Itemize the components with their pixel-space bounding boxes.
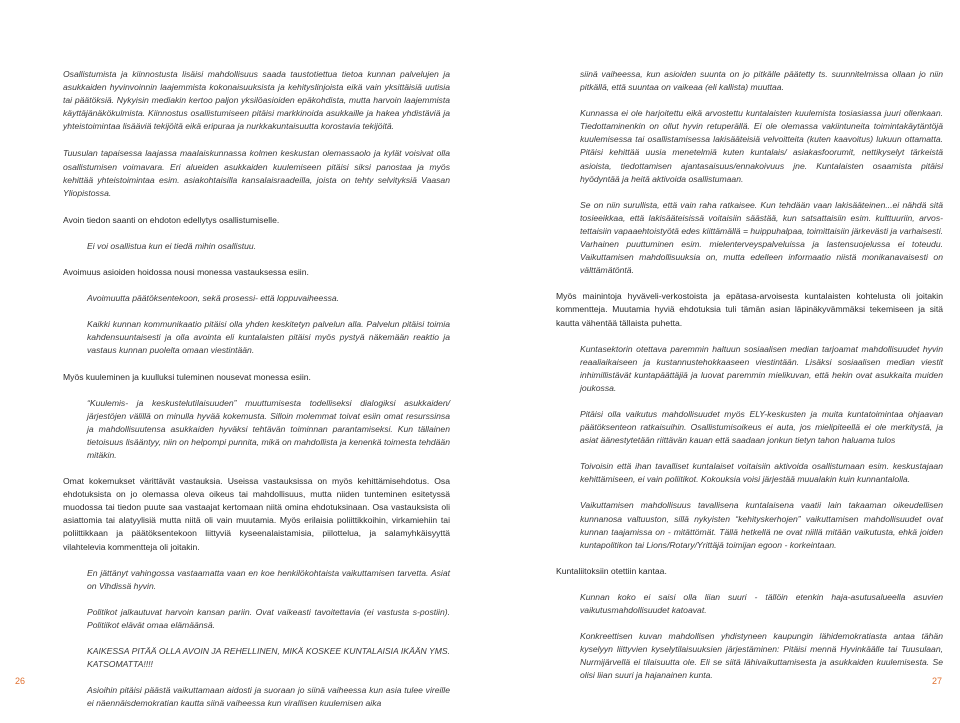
quote-paragraph: Avoimuutta päätöksentekoon, sekä prosessi- että loppuvaiheessa. — [87, 293, 340, 304]
quote-paragraph: Kuntasektorin otettava paremmin haltuun sosiaalisen median tarjoamat mahdollisuudet hyvin reaaliaikaiseen ja kustannustehokkaaseen viestintään. Lisäksi sosiaalisen median viestit inhimillistävät kuntapäättäjiä ja luovat paremmin mielikuvan, että hekin ovat asukkaita muiden joukossa. — [580, 343, 943, 393]
quote-paragraph: Tuusulan tapaisessa laajassa maalaiskunnassa kolmen keskustan olemassaolo ja kylät voisivat olla osallistumisen voimavara. Eri alueiden asukkaiden kuulemiseen pitäisi siksi panostaa ja myös kehittää yhteistoimintaa esim. asiakohtaisilla kansalaisraadeilla, joista on tehty selvityksiä Vaasan Yliopistossa. — [63, 148, 450, 198]
quote-paragraph: Vaikuttamisen mahdollisuus tavallisena kuntalaisena vaatii lain takaaman oikeudellisen kunnanosa valtuuston, sillä nykyisten “kehityskerhojen” vaikuttamisen mahdollisuudet ovat kunnan taajamissa on - mitättömät. Tällä hetkellä ne ovat niillä mitään vaikutusta, ehkä joiden kuntapolitikon tai Lions/Rotary/Yrittäjä toimijan egoon - korkeintaan. — [580, 500, 943, 550]
quote-paragraph: KAIKESSA PITÄÄ OLLA AVOIN JA REHELLINEN, MIKÄ KOSKEE KUNTALAISIA IKÄÄN YMS. KATSOMATTA!!!! — [87, 646, 450, 670]
quote-paragraph: Konkreettisen kuvan mahdollisen yhdistyneen kaupungin lähidemokratiasta antaa tähän kyselyyn liittyvien kyselytilaisuuksien järjestäminen: Pitäisi mennä Hyvinkäälle tai Tuusulaan, Nurmijärvellä ei tilaisuutta ole. Eli se siitä lähivaikuttamisesta ja asukkaiden kuulemisesta. Se olisi liian suuri ja hajanainen kunta. — [580, 631, 943, 681]
quote-paragraph: “Kuulemis- ja keskustelutilaisuuden” muuttumisesta todelliseksi dialogiksi asukkaiden/ järjestöjen välillä on minulla hyvää kokemusta. Silloin molemmat toivat esiin omat resurssinsa ja mahdollisuutensa asukkaiden hyväksi tehtävän toiminnan parantamiseksi. Kun tällainen tietoisuus lisääntyy, niin on helpompi punnita, mikä on mahdollista ja kenenkä toimesta tehdään mitäkin. — [87, 397, 450, 460]
quote-paragraph: Kunnan koko ei saisi olla liian suuri - tällöin etenkin haja-asutusalueella asuvien vaikutusmahdollisuudet katoavat. — [580, 591, 943, 615]
right-page-number: 27 — [932, 676, 943, 686]
quote-paragraph: Osallistumista ja kiinnostusta lisäisi mahdollisuus saada taustotiettua tietoa kunnan palvelujen ja asukkaiden hyvinvoinnin laajemmista kokonaisuuksista ja kehityslinjoista eikä vain yksittäisiä uutisia tai päätöksiä. Nykyisin mediakin kertoo paljon yksilöasioiden epäkohdista, mutta harvoin laajemmista käyttäjänäkökulmista. Kiinnostus osallistumiseen pitäisi markkinoida asukkaille ja hakea yhdistäviä ja yhteistoimintaa lisääviä tekijöitä eikä eripuraa ja nurkkakuntaisuutta korostavia tekijöitä. — [63, 69, 450, 132]
body-paragraph: Avoimuus asioiden hoidossa nousi monessa vastauksessa esiin. — [63, 267, 309, 278]
body-paragraph: Avoin tiedon saanti on ehdoton edellytys osallistumiselle. — [63, 214, 280, 225]
quote-paragraph: Kunnassa ei ole harjoitettu eikä arvostettu kuntalaisten kuulemista tosiasiassa juuri ollenkaan. Tiedottaminenkin on ollut hyvin retuperällä. Ei ole olemassa vakiintuneita toimintakäytäntöjä kuulemisessa tai osallistamisessa lakisääteisiä velvoitteita (kuten kaavoitus) lukuun ottamatta. Pitäisi kehittää uusia menetelmiä kuten kuntalais/ asiakasfoorumit, nettikyselyt tärkeistä asioista, tiedottamisen ajantasaisuus/ennakoivuus jne. Kuntalaisten osaamista pitäisi hyödyntää ja heitä aktivoida osallistumaan. — [580, 108, 943, 184]
quote-paragraph: Ei voi osallistua kun ei tiedä mihin osallistuu. — [87, 240, 257, 251]
quote-paragraph: En jättänyt vahingossa vastaamatta vaan en koe henkilökohtaista vaikuttamisen tarvetta. Asiat on Vihdissä hyvin. — [87, 567, 450, 591]
body-paragraph: Kuntaliitoksiin otettiin kantaa. — [556, 565, 667, 576]
quote-paragraph: Pitäisi olla vaikutus mahdollisuudet myös ELY-keskusten ja muita kuntatoimintaa ohjaavan päätöksenteon ratkaisuihin. Osallistumisoikeus ei auta, jos mielipiteellä ei ole merkitystä, ja asiat äänestytetään riittävän kauan että saadaan jonkun tietyn tahon haluama tulos — [580, 408, 943, 446]
body-paragraph: Omat kokemukset värittävät vastauksia. Useissa vastauksissa on myös kehittämisehdotus. Osa ehdotuksista on jo olemassa oleva oikeus tai mahdollisuus, mutta niiden tunteminen esitetyssä muodossa tai tiedon puute saa vastaajat kertomaan niitä omina ehdotuksinaan. Osa vastauksista oli asiattomia tai alatyylisiä mutta niitä oli vain muutamia. Myös erilaisia poliittikkoihin, virkamiehiin tai poliittikkaan ja päätöksentekoon liittyviä kyseenalaistamisia, piilottelua, ja salamyhkäisyyttä vilahtelevia kommentteja oli joitakin. — [63, 476, 450, 552]
right-column — [556, 68, 943, 695]
quote-paragraph: Toivoisin että ihan tavalliset kuntalaiset voitaisiin aktivoida osallistumaan esim. keskustajaan kehittämiseen, ei vain poliitikot. Kokouksia voisi järjestää muualakin kuin kunnantalolla. — [580, 461, 943, 485]
body-paragraph: Myös mainintoja hyväveli-verkostoista ja epätasa-arvoisesta kuntalaisten kohtelusta oli joitakin kommentteja. Muutamia hyviä ehdotuksia tuli tämän asian läpinäkyvämmäksi tekemiseen ja sitä kautta vähentää tällaista puhetta. — [556, 291, 943, 328]
quote-paragraph: Se on niin surullista, että vain raha ratkaisee. Kun tehdään vaan lakisääteinen...ei nähdä sitä tosieeikkaa, että lakisääteisissä voitaisiin säästää, kun satsattaisiin esim. kulttuuriin, arvos-tettaisiin vapaaehtoistyötä edes kiittämällä = huippuhalpaa, toimittaisiin järkevästi ja varhaisesti. Varhainen puuttuminen esim. mielenterveyspalveluissa ja lastensuojelussa ei toteudu. Vaikuttamisen mahdollisuuksia on, mutta edelleen informaatio niistä monikanavaisesti on välttämätöntä. — [580, 199, 943, 276]
left-page-number: 26 — [15, 676, 26, 686]
quote-paragraph: Politikot jalkautuvat harvoin kansan pariin. Ovat vaikeasti tavoitettavia (ei vastusta s-postiin). Politiikot elävät omaa elämäänsä. — [87, 606, 450, 630]
left-column — [63, 68, 450, 723]
quote-paragraph: Asioihin pitäisi päästä vaikuttamaan aidosti ja suoraan jo siinä vaiheessa kun asia tulee vireille ei näennäisdemokratian kautta siinä vaiheessa kun virallisen kuulemisen aika — [87, 685, 450, 709]
quote-paragraph: Kaikki kunnan kommunikaatio pitäisi olla yhden keskitetyn palvelun alla. Palvelun pitäisi toimia kahdensuuntaisesti ja olla avointa eli kuntalaisten pitäisi myös pystyä näkemään reaktio ja vastaus kunnan puolelta omaan viestintään. — [87, 319, 450, 356]
body-paragraph: Myös kuuleminen ja kuulluksi tuleminen nousevat monessa esiin. — [63, 371, 311, 382]
quote-paragraph: siinä vaiheessa, kun asioiden suunta on jo pitkälle päätetty ts. suunnitelmissa ollaan jo niin pitkällä, että suuntaa on vaikeaa (eli kallista) muuttaa. — [580, 69, 943, 93]
